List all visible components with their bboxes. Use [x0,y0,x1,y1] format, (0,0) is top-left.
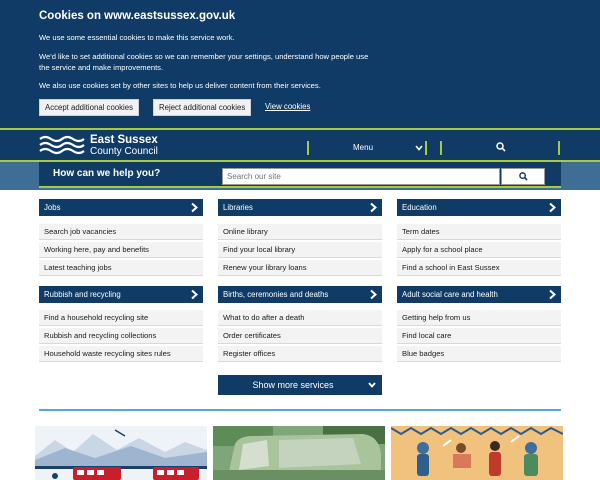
service-heading-education[interactable] [397,199,561,216]
site-search-button[interactable] [501,168,545,185]
service-link[interactable]: Apply for a school place [397,242,561,258]
service-link[interactable]: Find a household recycling site [39,310,203,326]
chevron-right-icon [189,202,199,213]
search-icon [519,172,528,181]
header-separator [558,141,560,155]
promo-image-illustration[interactable] [35,426,207,480]
service-heading-rubbish[interactable] [39,286,203,303]
service-heading-label: Births, ceremonies and deaths [223,290,329,299]
chevron-right-icon [368,289,378,300]
site-header [0,130,600,162]
service-link[interactable]: Find your local library [218,242,382,258]
search-icon[interactable] [496,142,506,152]
cookie-title: Cookies on www.eastsussex.gov.uk [39,10,236,22]
chevron-down-icon[interactable] [414,143,424,153]
service-link[interactable]: Working here, pay and benefits [39,242,203,258]
accept-cookies-button[interactable]: Accept additional cookies [39,99,139,116]
service-heading-label: Adult social care and health [402,290,498,299]
service-link[interactable]: Blue badges [397,346,561,362]
service-link[interactable]: Renew your library loans [218,260,382,276]
service-link[interactable]: Register offices [218,346,382,362]
service-heading-adult-care[interactable] [397,286,561,303]
section-divider [39,409,561,411]
header-separator [440,141,442,155]
service-link[interactable]: Getting help from us [397,310,561,326]
search-heading: How can we help you? [53,168,161,179]
service-link[interactable]: Order certificates [218,328,382,344]
chevron-right-icon [368,202,378,213]
cookie-text-additional: We'd like to set additional cookies so we can remember your settings, understand how people use the service and make improvements. [39,52,369,72]
service-link[interactable]: What to do after a death [218,310,382,326]
logo-name-line2: County Council [90,146,158,157]
site-search-input[interactable] [222,168,500,185]
search-underline [39,186,561,188]
service-heading-label: Jobs [44,203,61,212]
chevron-right-icon [547,289,557,300]
service-link[interactable]: Online library [218,224,382,240]
show-more-services-button[interactable] [218,375,382,395]
service-link[interactable]: Search job vacancies [39,224,203,240]
service-heading-label: Rubbish and recycling [44,290,121,299]
service-heading-libraries[interactable] [218,199,382,216]
header-separator [307,141,309,155]
service-link[interactable]: Latest teaching jobs [39,260,203,276]
promo-image-photo[interactable] [213,426,385,480]
chevron-down-icon [367,380,377,390]
chevron-right-icon [189,289,199,300]
menu-button[interactable]: Menu [353,143,374,152]
service-link[interactable]: Rubbish and recycling collections [39,328,203,344]
chevron-right-icon [547,202,557,213]
cookie-text-essential: We use some essential cookies to make this service work. [39,33,235,42]
promo-image-illustration[interactable] [391,426,563,480]
service-heading-births[interactable] [218,286,382,303]
service-heading-jobs[interactable] [39,199,203,216]
service-link[interactable]: Household waste recycling sites rules [39,346,203,362]
logo-name-line1: East Sussex [90,134,158,146]
service-link[interactable]: Find a school in East Sussex [397,260,561,276]
reject-cookies-button[interactable]: Reject additional cookies [153,99,251,116]
service-heading-label: Libraries [223,203,253,212]
logo-waves-icon [39,135,85,157]
service-link[interactable]: Find local care [397,328,561,344]
cookie-banner [0,0,600,128]
service-heading-label: Education [402,203,437,212]
service-link[interactable]: Term dates [397,224,561,240]
view-cookies-link[interactable]: View cookies [265,102,311,111]
cookie-text-third-party: We also use cookies set by other sites to help us deliver content from their services. [39,81,321,90]
header-separator [425,141,427,155]
show-more-label: Show more services [252,380,334,390]
